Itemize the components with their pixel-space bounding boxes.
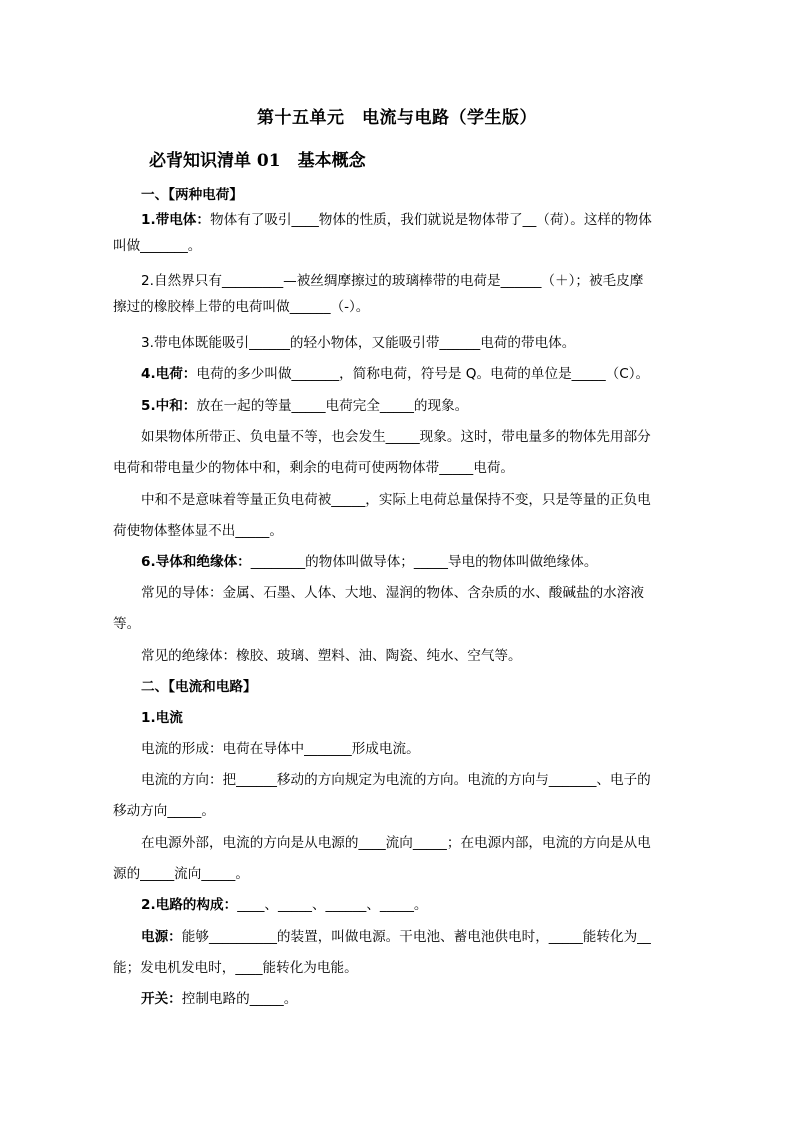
- text-line: 电流的方向：把______移动的方向规定为电流的方向。电流的方向与_______、电子的: [141, 772, 651, 788]
- text-line: 移动方向_____。: [113, 803, 215, 819]
- text-line: 2.电路的构成：____、_____、______、_____。: [141, 897, 428, 913]
- text-line: 常见的绝缘体：橡胶、玻璃、塑料、油、陶瓷、纯水、空气等。: [141, 648, 522, 664]
- text-line: 荷使物体整体显不出_____。: [113, 523, 283, 539]
- section-subtitle: 必背知识清单 01 基本概念: [149, 151, 366, 171]
- text-line: 中和不是意味着等量正负电荷被_____，实际上电荷总量保持不变，只是等量的正负电: [141, 492, 651, 508]
- text-line: 2.自然界只有_________—被丝绸摩擦过的玻璃棒带的电荷是______（＋）；被毛皮摩: [141, 273, 644, 289]
- section-heading-current: 二、【电流和电路】: [141, 679, 257, 695]
- text-line: 叫做_______。: [113, 238, 202, 254]
- text-line: 1.电流: [141, 710, 183, 726]
- document-title: 第十五单元 电流与电路（学生版）: [257, 108, 537, 128]
- text-line: 5.中和：放在一起的等量_____电荷完全_____的现象。: [141, 398, 469, 414]
- text-line: 如果物体所带正、负电量不等，也会发生_____现象。这时，带电量多的物体先用部分: [141, 429, 651, 445]
- text-line: 常见的导体：金属、石墨、人体、大地、湿润的物体、含杂质的水、酸碱盐的水溶液: [141, 585, 644, 601]
- text-line: 4.电荷：电荷的多少叫做_______，简称电荷，符号是 Q。电荷的单位是_____（C）。: [141, 366, 650, 382]
- text-line: 在电源外部，电流的方向是从电源的____流向_____；在电源内部，电流的方向是从电: [141, 835, 651, 851]
- text-line: 等。: [113, 616, 141, 632]
- text-line: 1.带电体：物体有了吸引____物体的性质，我们就说是物体带了__（荷）。这样的物体: [141, 212, 652, 228]
- text-line: 6.导体和绝缘体：________的物体叫做导体；_____导电的物体叫做绝缘体。: [141, 554, 598, 570]
- text-line: 开关：控制电路的_____。: [141, 991, 298, 1007]
- text-line: 擦过的橡胶棒上带的电荷叫做______（-）。: [113, 299, 370, 315]
- text-line: 3.带电体既能吸引______的轻小物体，又能吸引带______电荷的带电体。: [141, 335, 576, 351]
- section-heading-charges: 一、【两种电荷】: [141, 187, 243, 203]
- text-line: 能；发电机发电时，____能转化为电能。: [113, 960, 358, 976]
- text-line: 电源：能够__________的装置，叫做电源。干电池、蓄电池供电时，_____能转化为__: [141, 929, 651, 945]
- text-line: 电荷和带电量少的物体中和，剩余的电荷可使两物体带_____电荷。: [113, 460, 515, 476]
- text-line: 源的_____流向_____。: [113, 866, 249, 882]
- text-line: 电流的形成：电荷在导体中_______形成电流。: [141, 741, 420, 757]
